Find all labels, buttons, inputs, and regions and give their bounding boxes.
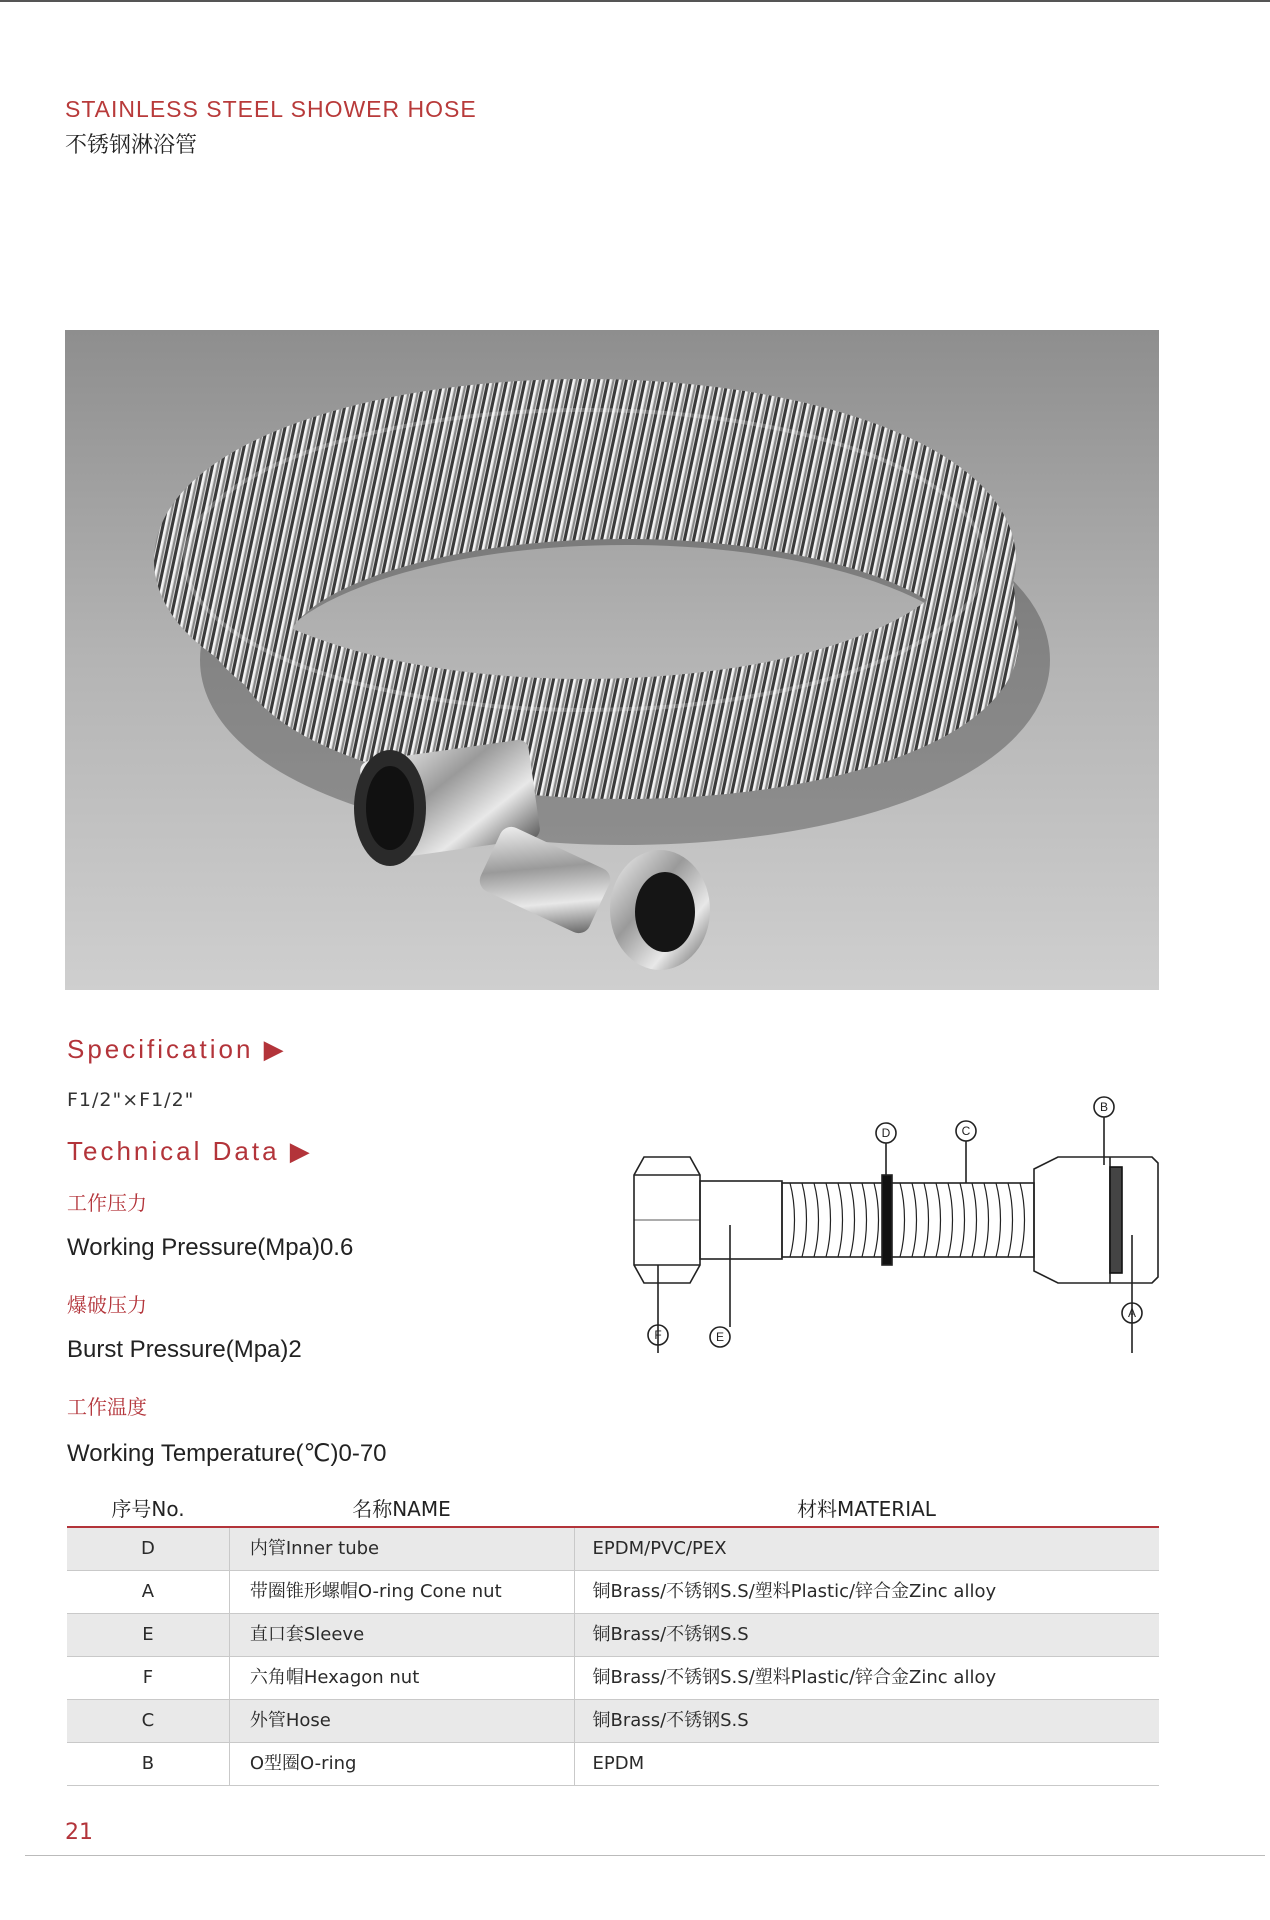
cell-no: D <box>67 1528 230 1570</box>
diagram-label-b: B <box>1099 1100 1109 1114</box>
footer-rule <box>25 1855 1265 1856</box>
cell-no: F <box>67 1657 230 1699</box>
burst-pressure-label-cn: 爆破压力 <box>67 1293 147 1317</box>
page-number: 21 <box>65 1820 93 1845</box>
parts-table <box>67 1490 1159 1786</box>
specification-heading: Specification ▶ <box>67 1034 287 1064</box>
cell-name: 直口套Sleeve <box>230 1614 575 1656</box>
cell-name: 六角帽Hexagon nut <box>230 1657 575 1699</box>
cell-material: 铜Brass/不锈钢S.S/塑料Plastic/锌合金Zinc alloy <box>592 1581 997 1602</box>
cell-name: 内管Inner tube <box>230 1528 575 1570</box>
cell-no: C <box>67 1700 230 1742</box>
diagram-label-f: F <box>654 1328 662 1342</box>
table-header <box>67 1490 1159 1528</box>
cell-name: 外管Hose <box>230 1700 575 1742</box>
working-pressure-label-cn: 工作压力 <box>67 1191 147 1215</box>
diagram-label-d: D <box>881 1126 891 1140</box>
cell-no: A <box>67 1571 230 1613</box>
working-temperature-label-cn: 工作温度 <box>67 1395 147 1419</box>
cell-name: 带圈锥形螺帽O-ring Cone nut <box>230 1571 575 1613</box>
cell-no: E <box>67 1614 230 1656</box>
column-header-name: 名称NAME <box>352 1497 451 1521</box>
cell-material: 铜Brass/不锈钢S.S <box>592 1624 749 1645</box>
page-title-cn: 不锈钢淋浴管 <box>65 133 198 158</box>
cell-material: 铜Brass/不锈钢S.S <box>592 1710 749 1731</box>
table-row <box>67 1614 1159 1657</box>
column-header-no: 序号No. <box>111 1497 185 1521</box>
table-row <box>67 1657 1159 1700</box>
page-title-en: STAINLESS STEEL SHOWER HOSE <box>65 96 477 122</box>
working-temperature-value: Working Temperature(℃)0-70 <box>67 1440 387 1467</box>
diagram-label-c: C <box>961 1124 971 1138</box>
cell-material: EPDM/PVC/PEX <box>592 1538 727 1559</box>
specification-value: F1/2"×F1/2" <box>67 1089 195 1111</box>
diagram-label-e: E <box>715 1330 725 1344</box>
hose-assembly-diagram <box>620 1095 1180 1355</box>
table-row <box>67 1571 1159 1614</box>
burst-pressure-value: Burst Pressure(Mpa)2 <box>67 1336 302 1363</box>
table-row <box>67 1528 1159 1571</box>
cell-material: EPDM <box>592 1753 645 1774</box>
cell-material: 铜Brass/不锈钢S.S/塑料Plastic/锌合金Zinc alloy <box>592 1667 997 1688</box>
cell-no: B <box>67 1743 230 1785</box>
working-pressure-value: Working Pressure(Mpa)0.6 <box>67 1234 354 1261</box>
top-rule <box>0 0 1270 2</box>
diagram-label-a: A <box>1127 1306 1137 1320</box>
column-header-material: 材料MATERIAL <box>797 1497 936 1521</box>
table-row <box>67 1743 1159 1786</box>
hose-ribs <box>790 1183 1025 1257</box>
technical-data-heading: Technical Data ▶ <box>67 1136 313 1166</box>
table-row <box>67 1700 1159 1743</box>
cell-name: O型圈O-ring <box>230 1743 575 1785</box>
product-photo <box>65 330 1159 990</box>
